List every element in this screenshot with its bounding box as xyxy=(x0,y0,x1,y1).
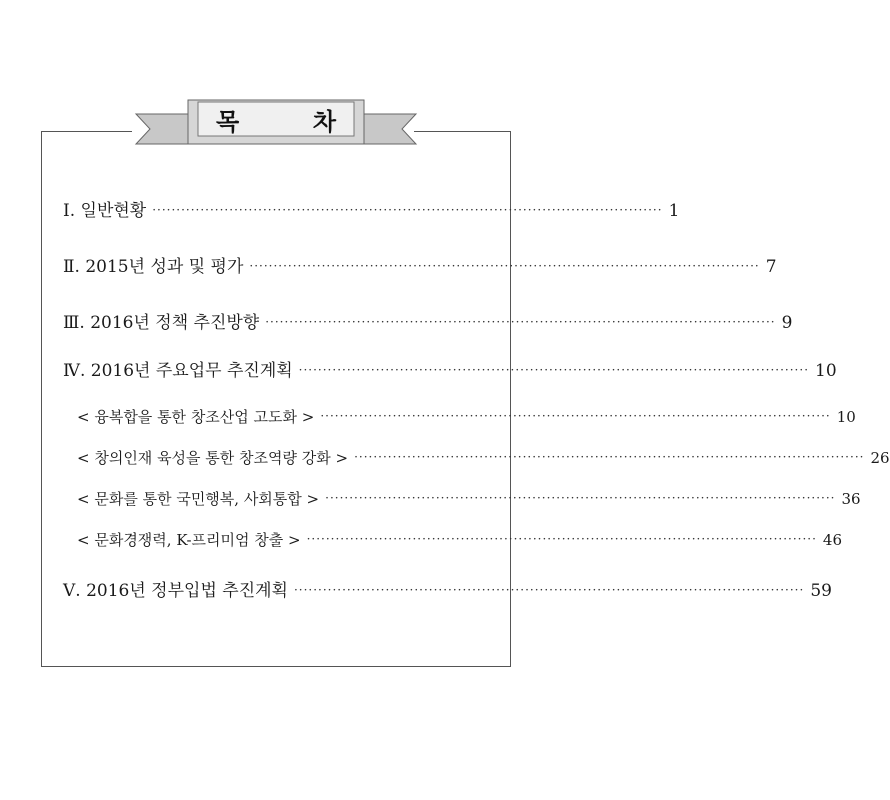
toc-entry[interactable] xyxy=(63,576,832,601)
toc-entry-label: Ⅳ. 2016년 주요업무 추진계획 xyxy=(63,361,293,381)
page-title xyxy=(198,102,354,136)
toc-entry-label: Ⅰ. 일반현황 xyxy=(63,201,147,221)
toc-entry-label: Ⅲ. 2016년 정책 추진방향 xyxy=(63,313,260,333)
toc-entry-page: 10 xyxy=(815,361,837,381)
toc-entry-page: 9 xyxy=(781,313,793,333)
leader-dots: ·········································································································· xyxy=(293,583,805,597)
leader-dots: ·········································································································· xyxy=(306,532,817,546)
toc-subentry-page: 10 xyxy=(836,408,856,426)
toc-subentry-label: < 문화를 통한 국민행복, 사회통합 > xyxy=(77,490,320,508)
toc-entry[interactable] xyxy=(63,196,680,221)
toc-entry[interactable] xyxy=(63,308,793,333)
leader-dots: ·········································································································· xyxy=(152,203,663,217)
toc-subentry[interactable] xyxy=(77,529,842,550)
toc-subentry-page: 36 xyxy=(841,490,861,508)
toc-subentry[interactable] xyxy=(77,406,856,427)
toc-subentry-page: 46 xyxy=(822,531,842,549)
leader-dots: ·········································································································· xyxy=(265,315,776,329)
toc-entry[interactable] xyxy=(63,252,777,277)
toc-entry-page: 59 xyxy=(810,581,832,601)
toc-entry[interactable] xyxy=(63,356,837,381)
toc-subentry-label: < 문화경쟁력, K-프리미엄 창출 > xyxy=(77,531,301,549)
toc-subentry[interactable] xyxy=(77,447,890,468)
title-ribbon xyxy=(128,92,424,154)
leader-dots: ·········································································································· xyxy=(249,259,760,273)
toc-entry-label: Ⅱ. 2015년 성과 및 평가 xyxy=(63,257,244,277)
title-left-char: 목 xyxy=(216,107,240,136)
leader-dots: ·········································································································· xyxy=(354,450,865,464)
leader-dots: ·········································································································· xyxy=(320,409,831,423)
toc-entry-page: 7 xyxy=(765,257,777,277)
title-right-char: 차 xyxy=(312,107,336,136)
toc-entry-label: Ⅴ. 2016년 정부입법 추진계획 xyxy=(63,581,288,601)
toc-subentry-label: < 창의인재 육성을 통한 창조역량 강화 > xyxy=(77,449,349,467)
toc-subentry-page: 26 xyxy=(870,449,890,467)
toc-subentry-label: < 융복합을 통한 창조산업 고도화 > xyxy=(77,408,315,426)
toc-entry-page: 1 xyxy=(668,201,680,221)
leader-dots: ·········································································································· xyxy=(325,491,836,505)
leader-dots: ·········································································································· xyxy=(298,363,810,377)
toc-subentry[interactable] xyxy=(77,488,861,509)
